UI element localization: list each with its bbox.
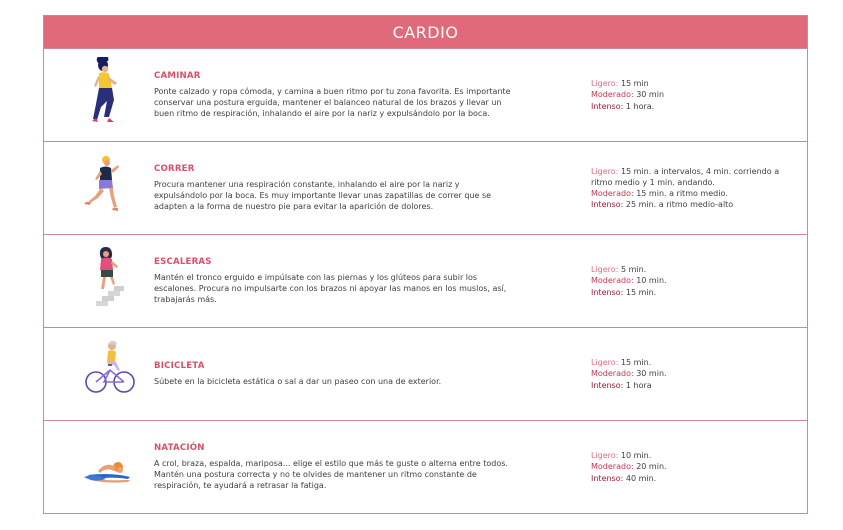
activity-description: Mantén el tronco erguido e impúlsate con las piernas y los glúteos para subir los escalones. Procura no impulsarte con los brazos ni apoyar las manos en los muslos, así, trabajarás más. <box>154 272 507 305</box>
level-intense <box>591 287 796 298</box>
level-light-label: Ligero: <box>591 79 619 89</box>
activity-title: CORRER <box>154 163 195 174</box>
level-light-value: 15 min. <box>620 358 652 368</box>
level-moderate-label: Moderado: <box>591 189 634 198</box>
level-light <box>591 264 796 275</box>
level-moderate-label: Moderado: <box>591 462 634 472</box>
level-intense-value: 1 hora. <box>625 101 655 111</box>
stairs-climber-icon <box>68 243 148 321</box>
level-light-label: Ligero: <box>591 166 619 176</box>
walking-woman-icon <box>68 57 148 135</box>
level-light-label: Ligero: <box>591 358 619 368</box>
level-intense-label: Intenso: <box>591 101 624 111</box>
level-light <box>591 166 796 188</box>
level-moderate-label: Moderado: <box>591 369 634 379</box>
level-light-label: Ligero: <box>591 451 619 461</box>
level-intense-value: 15 min. <box>625 287 657 297</box>
level-intense-label: Intenso: <box>591 200 624 210</box>
activity-levels <box>591 328 796 420</box>
activity-title: ESCALERAS <box>154 256 212 267</box>
running-man-icon <box>68 150 148 228</box>
level-light-label: Ligero: <box>591 265 619 275</box>
level-moderate-value: 20 min. <box>636 462 667 472</box>
level-intense-value: 25 min. a ritmo medio-alto <box>625 200 734 210</box>
activity-row-correr <box>44 142 807 235</box>
page-title: CARDIO <box>392 22 459 42</box>
level-intense-value: 40 min. <box>625 473 657 483</box>
swimmer-icon <box>68 429 148 507</box>
level-moderate-value: 30 min. <box>636 369 667 379</box>
activity-levels <box>591 235 796 327</box>
activity-title: CAMINAR <box>154 70 201 81</box>
level-intense-label: Intenso: <box>591 287 624 297</box>
level-moderate <box>591 368 796 379</box>
activity-levels <box>591 421 796 513</box>
activity-row-natacion <box>44 421 807 513</box>
activity-row-caminar <box>44 49 807 142</box>
level-intense-label: Intenso: <box>591 380 624 390</box>
level-intense <box>591 473 796 484</box>
level-moderate-value: 15 min. a ritmo medio. <box>636 189 728 198</box>
level-moderate <box>591 188 796 199</box>
level-light-value: 15 min. a intervalos, 4 min. corriendo a ritmo medio y 1 min. andando. <box>591 166 780 187</box>
activity-title: BICICLETA <box>154 360 205 371</box>
cardio-table <box>43 15 808 514</box>
level-moderate-value: 10 min. <box>636 276 667 286</box>
activity-description: Súbete en la bicicleta estática o sal a dar un paseo con una de exterior. <box>154 376 442 386</box>
level-intense <box>591 101 796 112</box>
level-moderate-label: Moderado: <box>591 90 634 100</box>
level-moderate-label: Moderado: <box>591 276 634 286</box>
level-moderate-value: 30 min <box>636 90 665 100</box>
level-light-value: 15 min <box>620 79 649 89</box>
level-light <box>591 450 796 461</box>
level-intense-value: 1 hora <box>625 380 652 390</box>
level-light-value: 5 min. <box>620 265 647 275</box>
level-moderate <box>591 89 796 100</box>
level-moderate <box>591 461 796 472</box>
level-light <box>591 357 796 368</box>
activity-description: A crol, braza, espalda, mariposa... elige el estilo que más te guste o alterna entre todos. Mantén una postura correcta y no te olvides de mantener un ritmo constante de respiración, te ayudará a retrasar la fatiga. <box>154 458 508 491</box>
activity-levels <box>591 49 796 141</box>
level-intense-label: Intenso: <box>591 473 624 483</box>
activity-description: Ponte calzado y ropa cómoda, y camina a buen ritmo por tu zona favorita. Es importante conservar una postura erguida, mantener el balanceo natural de los brazos y llevar un buen ritmo de respiración, inhalando el aire por la nariz y expulsándolo por la boca. <box>154 86 511 119</box>
activity-description: Procura mantener una respiración constante, inhalando el aire por la nariz y expulsándolo por la boca. Es muy importante llevar unas zapatillas de correr que se adapten a la forma de nuestro pie para evitar la aparición de dolores. <box>154 179 492 212</box>
level-light <box>591 78 796 89</box>
level-intense <box>591 199 796 210</box>
activity-title: NATACIÓN <box>154 442 205 453</box>
activity-row-escaleras <box>44 235 807 328</box>
table-header <box>44 16 807 49</box>
activity-levels <box>591 142 796 234</box>
level-intense <box>591 380 796 391</box>
activity-row-bicicleta <box>44 328 807 421</box>
level-moderate <box>591 275 796 286</box>
level-light-value: 10 min. <box>620 451 652 461</box>
cyclist-icon <box>68 336 148 414</box>
